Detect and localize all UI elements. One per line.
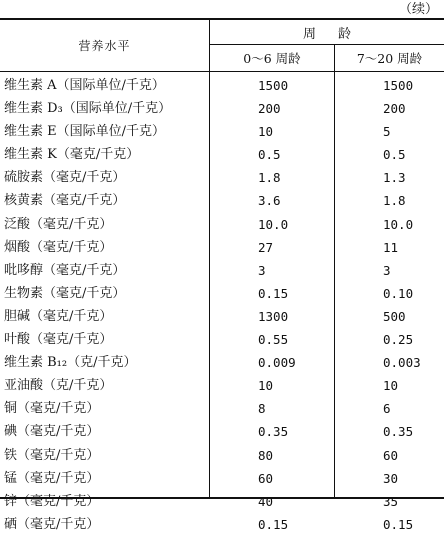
nutrient-name: 生物素（毫克/千克）: [4, 285, 126, 301]
value-0-6-weeks: 80: [258, 447, 274, 463]
value-0-6-weeks: 1500: [258, 78, 289, 93]
value-7-20-weeks: 11: [383, 239, 399, 255]
nutrient-name: 吡哆醇（毫克/千克）: [4, 262, 126, 278]
value-0-6-weeks: 8: [258, 401, 266, 417]
table-body: [0, 74, 444, 536]
nutrient-name: 胆碱（毫克/千克）: [4, 308, 113, 324]
value-7-20-weeks: 10.0: [383, 216, 414, 232]
nutrient-name: 维生素 K（毫克/千克）: [4, 147, 140, 163]
value-7-20-weeks: 500: [383, 308, 406, 324]
table-row: [0, 305, 444, 328]
table-row: [0, 513, 444, 536]
value-7-20-weeks: 0.10: [383, 285, 414, 301]
value-7-20-weeks: 60: [383, 447, 399, 463]
value-7-20-weeks: 0.003: [383, 355, 421, 371]
nutrient-name: 维生素 B₁₂（克/千克）: [4, 355, 137, 371]
nutrient-name: 核黄素（毫克/千克）: [4, 193, 126, 209]
table-row: [0, 490, 444, 513]
value-7-20-weeks: 30: [383, 470, 399, 486]
table-row: [0, 351, 444, 374]
value-0-6-weeks: 10.0: [258, 216, 289, 232]
table-row: [0, 120, 444, 143]
table-row: [0, 189, 444, 212]
table-row: [0, 397, 444, 420]
value-0-6-weeks: 10: [258, 124, 274, 140]
value-7-20-weeks: 5: [383, 124, 391, 140]
nutrient-name: 锌（毫克/千克）: [4, 493, 100, 509]
value-7-20-weeks: 1.3: [383, 170, 406, 186]
table-row: [0, 74, 444, 97]
value-0-6-weeks: 0.15: [258, 516, 289, 532]
value-7-20-weeks: 200: [383, 101, 406, 117]
continued-label: （续）: [398, 2, 438, 17]
nutrient-name: 铁（毫克/千克）: [4, 447, 100, 463]
value-7-20-weeks: 1500: [383, 78, 414, 93]
table-row: [0, 97, 444, 120]
value-0-6-weeks: 200: [258, 101, 281, 117]
value-0-6-weeks: 0.35: [258, 424, 289, 440]
table-row: [0, 143, 444, 166]
nutrient-name: 硒（毫克/千克）: [4, 516, 100, 532]
value-0-6-weeks: 3: [258, 262, 266, 278]
value-0-6-weeks: 0.5: [258, 147, 281, 163]
value-7-20-weeks: 0.15: [383, 516, 414, 532]
table-row: [0, 166, 444, 189]
column-header-7-20-weeks: 7～20 周龄: [356, 51, 423, 66]
value-7-20-weeks: 1.8: [383, 193, 406, 209]
nutrient-name: 叶酸（毫克/千克）: [4, 332, 113, 348]
table-row: [0, 374, 444, 397]
nutrient-name: 维生素 A（国际单位/千克）: [4, 78, 165, 93]
value-7-20-weeks: 35: [383, 493, 399, 509]
nutrient-name: 锰（毫克/千克）: [4, 470, 100, 486]
table-row: [0, 259, 444, 282]
value-0-6-weeks: 0.55: [258, 332, 289, 348]
nutrient-name: 铜（毫克/千克）: [4, 401, 100, 417]
table-row: [0, 282, 444, 305]
value-7-20-weeks: 0.25: [383, 332, 414, 348]
nutrient-name: 硫胺素（毫克/千克）: [4, 170, 126, 186]
value-7-20-weeks: 10: [383, 378, 399, 394]
nutrient-name: 亚油酸（克/千克）: [4, 378, 113, 394]
nutrient-name: 维生素 D₃（国际单位/千克）: [4, 101, 172, 117]
value-7-20-weeks: 0.5: [383, 147, 406, 163]
value-0-6-weeks: 0.15: [258, 285, 289, 301]
table-row: [0, 420, 444, 443]
value-0-6-weeks: 0.009: [258, 355, 296, 371]
value-7-20-weeks: 6: [383, 401, 391, 417]
nutrient-name: 碘（毫克/千克）: [4, 424, 100, 440]
table-row: [0, 236, 444, 259]
value-0-6-weeks: 10: [258, 378, 274, 394]
group-header: 周龄: [302, 26, 373, 42]
value-0-6-weeks: 60: [258, 470, 274, 486]
column-header-0-6-weeks: 0～6 周龄: [243, 51, 301, 66]
nutrient-name: 维生素 E（国际单位/千克）: [4, 124, 166, 140]
nutrient-name: 泛酸（毫克/千克）: [4, 216, 113, 232]
value-0-6-weeks: 27: [258, 239, 274, 255]
table-row: [0, 328, 444, 351]
table-row: [0, 213, 444, 236]
value-0-6-weeks: 3.6: [258, 193, 281, 209]
nutrient-name: 烟酸（毫克/千克）: [4, 239, 113, 255]
value-0-6-weeks: 40: [258, 493, 274, 509]
value-7-20-weeks: 3: [383, 262, 391, 278]
value-0-6-weeks: 1.8: [258, 170, 281, 186]
value-0-6-weeks: 1300: [258, 308, 289, 324]
row-header: 营养水平: [78, 39, 131, 53]
value-7-20-weeks: 0.35: [383, 424, 414, 440]
header-bottom-rule: [0, 71, 444, 72]
table-row: [0, 444, 444, 467]
table-row: [0, 467, 444, 490]
